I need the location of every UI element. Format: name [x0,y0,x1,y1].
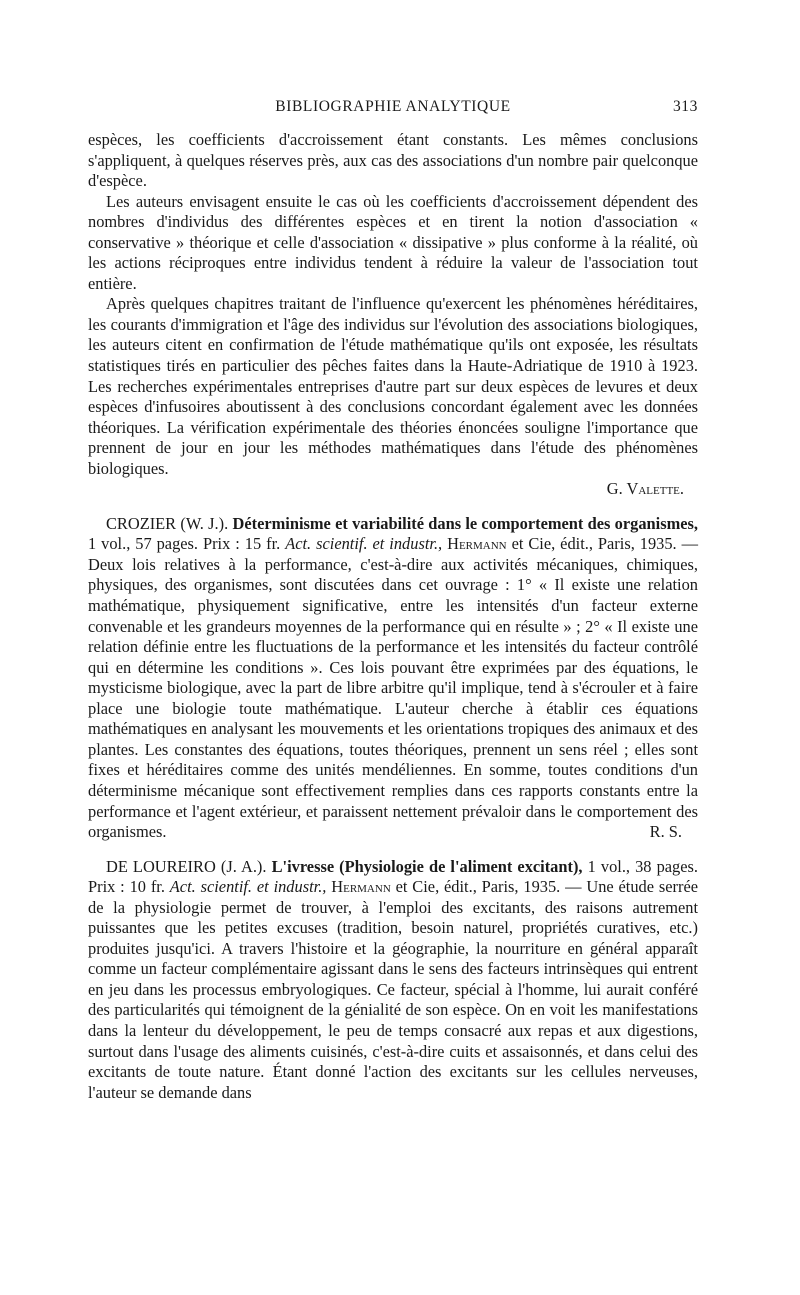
entry-publication: 1 vol., 57 pages. Prix : 15 fr. [88,534,286,554]
entry-title: Déterminisme et variabilité dans le comportement des organismes, [232,513,699,533]
entry-author: CROZIER (W. J.). [106,513,229,533]
paragraph: espèces, les coefficients d'accroissement étant constants. Les mêmes conclusions s'appliquent, à quelques réserves près, aux cas des associations d'un nombre pair quelconque d'espèce. [88,130,698,191]
header-title: BIBLIOGRAPHIE ANALYTIQUE [275,98,511,115]
entry-publication: 1 vol., 38 pages. Prix : 10 fr. [88,856,698,897]
entry-publication-details: et Cie, édit., Paris, 1935. — [390,877,587,897]
entry-author: DE LOUREIRO (J. A.). [106,856,267,876]
running-header [88,98,698,122]
entry-series: Act. scientif. et industr., [169,877,327,897]
page-body [88,130,698,1103]
entry-title: L'ivresse (Physiologie de l'aliment excitant), [271,856,583,876]
entry-text: Une étude serrée de la physiologie permet de trouver, à l'emploi des excitants, des raisons autrement puissantes que les petites excuses (tradition, besoin naturel, propriétés curatives, etc.) produites jusqu'ici. A travers l'histoire et la géographie, la nourriture en général apparaît comme un facteur complémentaire agissant dans le sens des facteurs intrinsèques qui entrent en jeu dans les processus embryologiques. Ce facteur, spécial à l'homme, lui aurait conféré des particularités qui témoignent de la génialité de son espèce. On en voit les manifestations dans la lenteur du développement, le peu de temps consacré aux repas et aux digestions, surtout dans l'usage des aliments cuisinés, c'est-à-dire cuits et assaisonnés, et dans celui des excitants de toute nature. Étant donné l'action des excitants sur les cellules nerveuses, l'auteur se demande dans [88,877,698,1102]
entry-publication-details: et Cie, édit., Paris, 1935. — [506,534,698,554]
paragraph: Après quelques chapitres traitant de l'influence qu'exercent les phénomènes héréditaires, les courants d'immigration et l'âge des individus sur l'évolution des associations biologiques, les auteurs citent en confirmation de l'étude mathématique qu'ils ont exposée, les résultats statistiques tirés en particulier des pêches faites dans la Haute-Adriatique de 1910 à 1923. Les recherches expérimentales entreprises d'autre part sur deux espèces de levures et deux espèces d'infusoires aboutissent à des conclusions concordant également avec les données théoriques. La vérification expérimentale des théories énoncées souligne l'importance que prennent de jour en jour les méthodes mathématiques dans l'étude des phénomènes biologiques. [88,294,698,478]
entry-publisher: Hermann [442,534,507,554]
entry-publisher: Hermann [326,877,391,897]
review-entry-crozier [88,514,698,843]
review-signature: R. S. [649,822,682,842]
review-signature: G. Valette. [606,479,684,499]
paragraph: Les auteurs envisagent ensuite le cas où les coefficients d'accroissement dépendent des nombres d'individus des différentes espèces et en tirent la notion d'association « conservative » théorique et celle d'association « dissipative » plus conforme à la réalité, où les actions réciproques entre individus tendent à réduire la valeur de l'association tout entière. [88,191,698,293]
entry-series: Act. scientif. et industr., [285,534,443,554]
page-number: 313 [672,98,698,115]
review-entry-loureiro [88,857,698,1104]
entry-text: Deux lois relatives à la performance, c'est-à-dire aux activités mécaniques, chimiques, physiques, des organismes, sont discutées dans cet ouvrage : 1° « Il existe une relation mathématique, physiquement significative, entre les intensités d'un facteur externe convenable et les grandeurs moyennes de la performance qui en résulte » ; 2° « Il existe une relation définie entre les fluctuations de la performance et les intensités du facteur contrôlé qui en détermine les conditions ». Ces lois pouvant être exprimées par des équations, le mysticisme biologique, avec la part de libre arbitre qu'il implique, tend à s'écrouler et à faire place une biologie toute mathématique. L'auteur cherche à établir ces équations mathématiques en analysant les mouvements et les orientations tropiques des animaux et des plantes. Les constantes des équations, toutes théoriques, prennent un sens réel ; elles sont fixes et héréditaires comme des unités mendéliennes. En somme, toutes conditions d'un déterminisme mécanique sont effectivement remplies dans ces rapports constants entre la performance et l'agent extérieur, et paraissent nettement prévaloir dans le comportement des organismes. [88,554,698,842]
